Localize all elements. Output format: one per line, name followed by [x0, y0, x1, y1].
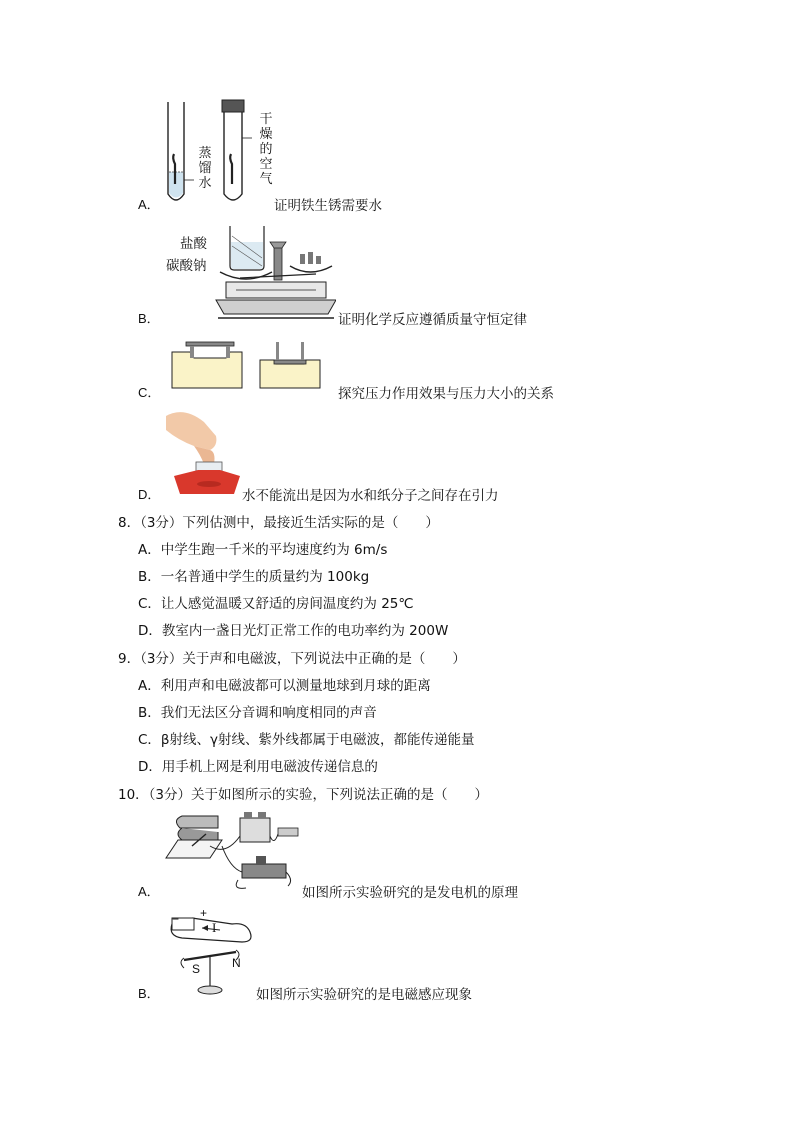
option-b-letter: B． — [138, 311, 160, 326]
question-8-stem: 8．（3分）下列估测中，最接近生活实际的是（ ） — [118, 515, 439, 531]
question-8-option-a: A．中学生跑一千米的平均速度约为 6m/s — [138, 542, 388, 558]
q10-option-a-letter: A． — [138, 884, 160, 899]
option-a-letter: A． — [138, 197, 160, 212]
question-9-stem: 9．（3分）关于声和电磁波，下列说法中正确的是（ ） — [118, 651, 466, 667]
label-plus: + — [200, 906, 208, 920]
question-8-option-c: C．让人感觉温暖又舒适的房间温度约为 25℃ — [138, 596, 414, 612]
q10-option-b-letter: B． — [138, 986, 160, 1001]
generator-circuit-figure — [162, 806, 304, 890]
label-hydrochloric-acid: 盐酸 — [180, 236, 207, 252]
option-a-text: 证明铁生锈需要水 — [274, 198, 382, 214]
option-d-text: 水不能流出是因为水和纸分子之间存在引力 — [242, 488, 499, 504]
paper-cup-figure — [164, 406, 244, 498]
pressure-experiment-figure — [170, 338, 336, 392]
option-c-text: 探究压力作用效果与压力大小的关系 — [338, 386, 554, 402]
label-south-s: S — [192, 962, 201, 976]
q10-option-b-text: 如图所示实验研究的是电磁感应现象 — [256, 987, 472, 1003]
option-b-text: 证明化学反应遵循质量守恒定律 — [338, 312, 527, 328]
question-9-option-d: D．用手机上网是利用电磁波传递信息的 — [138, 759, 378, 775]
question-8-option-b: B．一名普通中学生的质量约为 100kg — [138, 569, 370, 585]
label-north-n: N — [232, 956, 241, 970]
label-minus: − — [172, 912, 180, 926]
question-10-stem: 10．（3分）关于如图所示的实验，下列说法正确的是（ ） — [118, 787, 489, 803]
question-9-option-b: B．我们无法区分音调和响度相同的声音 — [138, 705, 377, 721]
label-sodium-carbonate: 碳酸钠 — [166, 258, 207, 274]
question-9-option-c: C．β射线、γ射线、紫外线都属于电磁波，都能传递能量 — [138, 732, 475, 748]
label-current-i: I — [212, 920, 217, 935]
question-8-option-d: D．教室内一盏日光灯正常工作的电功率约为 200W — [138, 623, 449, 639]
balance-figure — [210, 222, 336, 322]
q10-option-a-text: 如图所示实验研究的是发电机的原理 — [302, 885, 518, 901]
question-9-option-a: A．利用声和电磁波都可以测量地球到月球的距离 — [138, 678, 431, 694]
label-dry-air: 干燥的空气 — [259, 112, 273, 187]
label-distilled-water: 蒸馏水 — [198, 146, 212, 191]
option-d-letter: D． — [138, 487, 161, 502]
option-c-letter: C． — [138, 385, 161, 400]
